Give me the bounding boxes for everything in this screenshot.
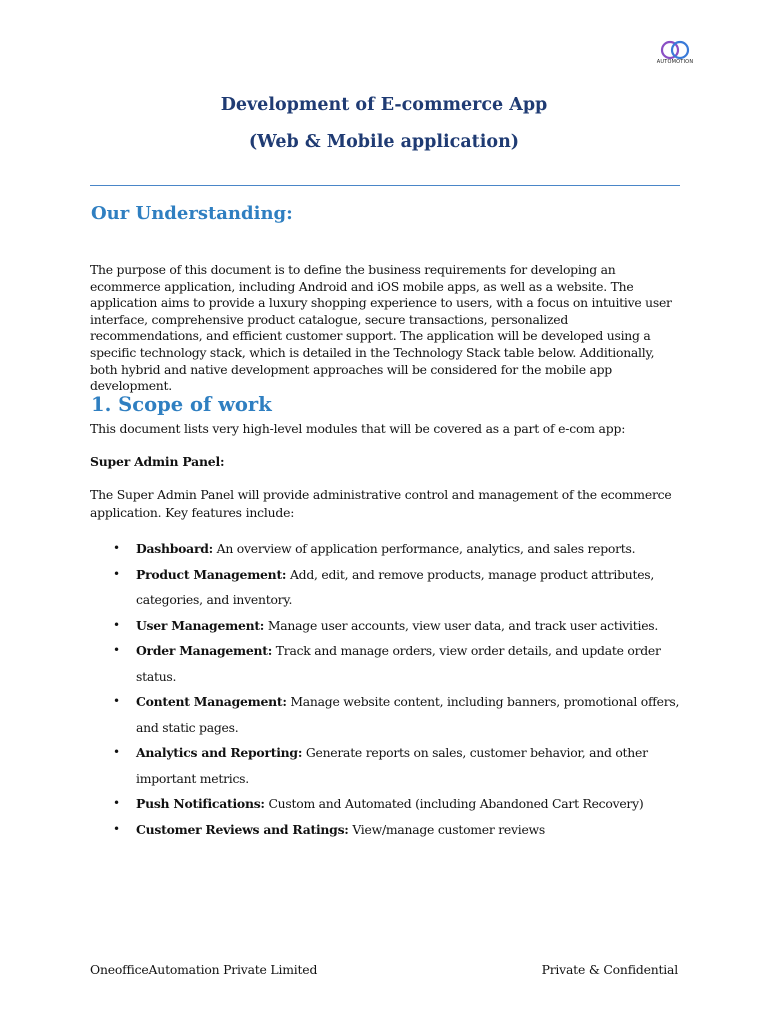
feature-title: Content Management: <box>136 694 287 709</box>
feature-list <box>90 536 685 842</box>
feature-text: Manage user accounts, view user data, and track user activities. <box>264 617 659 633</box>
panel-title: Super Admin Panel: <box>90 454 225 469</box>
feature-title: Product Management: <box>136 566 287 582</box>
bullet-icon: • <box>113 643 120 657</box>
list-item <box>90 562 685 613</box>
logo-text: AUTOMOTION <box>656 59 694 65</box>
scope-intro: This document lists very high-level modules that will be covered as a part of e-com app: <box>90 421 626 436</box>
list-item <box>90 613 685 639</box>
bullet-icon: • <box>113 796 120 810</box>
feature-title: Order Management: <box>136 643 273 658</box>
bullet-icon: • <box>113 694 120 708</box>
bullet-icon: • <box>113 566 120 581</box>
bullet-icon: • <box>113 617 120 632</box>
feature-text: Manage website content, including banners, promotional offers, and static pages. <box>136 694 680 735</box>
company-logo-icon <box>652 38 698 70</box>
footer-confidential: Private & Confidential <box>541 962 678 977</box>
footer-company: OneofficeAutomation Private Limited <box>90 962 318 977</box>
feature-text: Custom and Automated (including Abandoned Cart Recovery) <box>264 796 644 811</box>
understanding-heading: Our Understanding: <box>91 203 293 224</box>
feature-title: Customer Reviews and Ratings: <box>136 821 349 837</box>
bullet-icon: • <box>113 821 120 836</box>
feature-text: View/manage customer reviews <box>348 821 546 837</box>
feature-text: Track and manage orders, view order details, and update order status. <box>136 643 661 684</box>
feature-title: User Management: <box>136 617 265 633</box>
bullet-icon: • <box>113 541 120 555</box>
feature-title: Dashboard: <box>136 541 213 556</box>
list-item <box>90 689 685 740</box>
feature-title: Analytics and Reporting: <box>136 745 303 760</box>
feature-text: Add, edit, and remove products, manage product attributes, categories, and inventory. <box>136 566 655 607</box>
document-title: Development of E-commerce App <box>220 95 548 115</box>
list-item <box>90 817 685 843</box>
list-item <box>90 791 685 817</box>
document-subtitle: (Web & Mobile application) <box>248 132 520 152</box>
feature-text: Generate reports on sales, customer behavior, and other important metrics. <box>136 745 648 786</box>
feature-title: Push Notifications: <box>136 796 265 811</box>
list-item <box>90 638 685 689</box>
panel-description: The Super Admin Panel will provide administrative control and management of the ecommerce application. Key features include: <box>90 487 672 520</box>
list-item <box>90 536 685 562</box>
list-item <box>90 740 685 791</box>
title-divider <box>90 185 680 186</box>
feature-text: An overview of application performance, analytics, and sales reports. <box>212 541 636 556</box>
bullet-icon: • <box>113 745 120 759</box>
understanding-paragraph: The purpose of this document is to define the business requirements for developing an ecommerce application, including Android and iOS mobile apps, as well as a website. The application aims to provide a luxury shopping experience to users, with a focus on intuitive user interface, comprehensive product catalogue, secure transactions, personalized recommendations, and efficient customer support. The application will be developed using a specific technology stack, which is detailed in the Technology Stack table below. Additionally, both hybrid and native development approaches will be considered for the mobile app development. <box>90 262 672 394</box>
scope-heading: 1. Scope of work <box>91 393 272 416</box>
